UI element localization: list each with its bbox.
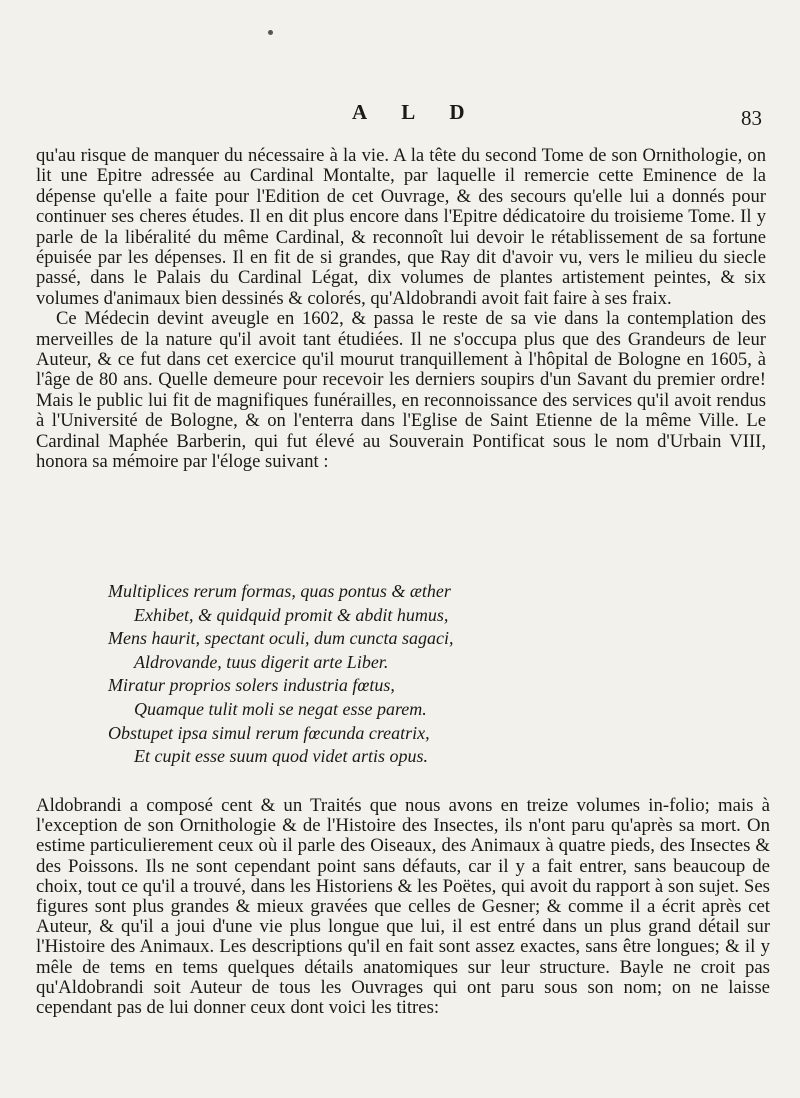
- verse-line: Mens haurit, spectant oculi, dum cuncta sagaci,: [108, 628, 454, 649]
- paragraph-continued: qu'au risque de manquer du nécessaire à la vie. A la tête du second Tome de son Ornithologie, on lit une Epitre adressée au Cardinal Montalte, par laquelle il remercie cette Eminence de la dépense qu'elle a faite pour l'Edition de cet Ouvrage, & des secours qu'elle lui a donnés pour continuer ses cheres études. Il en dit plus encore dans l'Epitre dédicatoire du troisieme Tome. Il y parle de la libéralité du même Cardinal, & reconnoît lui devoir le rétablissement de sa fortune épuisée par les dépenses. Il en fit de si grandes, que Ray dit d'avoir vu, vers le milieu du siecle passé, dans le Palais du Cardinal Légat, dix volumes de plantes artistement peintes, & six volumes d'animaux bien dessinés & colorés, qu'Aldobrandi avoit fait faire à ses fraix.: [36, 145, 766, 309]
- paragraph-blindness: Ce Médecin devint aveugle en 1602, & passa le reste de sa vie dans la contemplation des merveilles de la nature qu'il avoit tant étudiées. Il ne s'occupa plus que des Grandeurs de leur Auteur, & ce fut dans cet exercice qu'il mourut tranquillement à l'hôpital de Bologne en 1605, à l'âge de 80 ans. Quelle demeure pour recevoir les derniers soupirs d'un Savant du premier ordre! Mais le public lui fit de magnifiques funérailles, en reconnoissance des services qu'il avoit rendus à l'Université de Bologne, & on l'enterra dans l'Eglise de Saint Etienne de la même Ville. Le Cardinal Maphée Barberin, qui fut élevé au Souverain Pontificat sous le nom d'Urbain VIII, honora sa mémoire par l'éloge suivant :: [36, 308, 766, 473]
- verse-line: Obstupet ipsa simul rerum fœcunda creatrix,: [108, 722, 430, 743]
- verse-line: Et cupit esse suum quod videt artis opus.: [134, 746, 428, 767]
- verse-line: Multiplices rerum formas, quas pontus & æther: [108, 581, 451, 601]
- works-text-block: [36, 796, 770, 1018]
- running-head: A L D: [352, 100, 480, 124]
- verse-line: Quamque tulit moli se negat esse parem.: [134, 698, 427, 719]
- verse-line: Miratur proprios solers industria fœtus,: [108, 675, 395, 696]
- latin-epitaph-verse: [108, 580, 588, 769]
- verse-line: Aldrovande, tuus digerit arte Liber.: [134, 651, 389, 672]
- ink-speck: [268, 30, 273, 35]
- page-number: 83: [741, 106, 762, 130]
- main-text-block: [36, 146, 766, 473]
- page-header: [0, 98, 800, 128]
- paragraph-works: Aldobrandi a composé cent & un Traités que nous avons en treize volumes in-folio; mais à l'exception de son Ornithologie & de l'Histoire des Insectes, ils n'ont paru qu'après sa mort. On estime particulierement ceux où il parle des Oiseaux, des Animaux à quatre pieds, des Insectes & des Poissons. Ils ne sont cependant point sans défauts, car il y a fait entrer, sans beaucoup de choix, tout ce qu'il a trouvé, dans les Historiens & les Poëtes, qui avoit du rapport à son sujet. Ses figures sont plus grandes & mieux gravées que celles de Gesner; & comme il a écrit après cet Auteur, & qu'il a joui d'une vie plus longue que lui, il est entré dans un plus grand détail sur l'Histoire des Animaux. Les descriptions qu'il en fait sont assez exactes, sans être longues; & il y mêle de tems en tems quelques détails anatomiques sur leur structure. Bayle ne croit pas qu'Aldobrandi soit Auteur de tous les Ouvrages qui ont paru sous son nom; on ne laisse cependant pas de lui donner ceux dont voici les titres:: [36, 795, 770, 1019]
- verse-line: Exhibet, & quidquid promit & abdit humus,: [134, 604, 449, 625]
